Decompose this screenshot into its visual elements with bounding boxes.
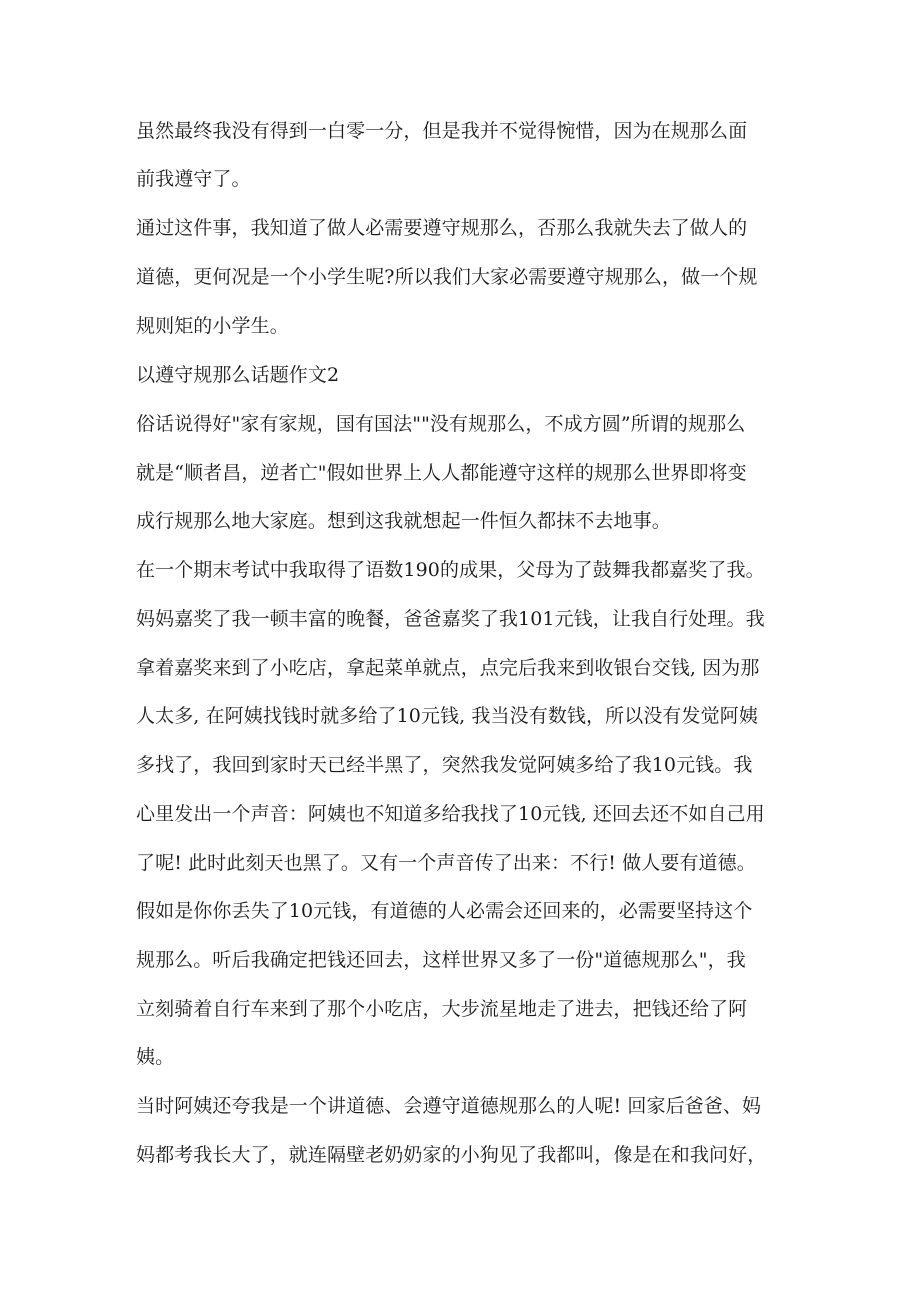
- text-line: 规则矩的小学生。: [136, 315, 289, 337]
- text-line: 虽然最终我没有得到一白零一分，但是我并不觉得惋惜，因为在规那么面: [136, 120, 748, 142]
- text-line: 人太多, 在阿姨找钱时就多给了10元钱, 我当没有数钱，所以没有发觉阿姨: [136, 705, 758, 727]
- text-line: 当时阿姨还夸我是一个讲道德、会遵守道德规那么的人呢! 回家后爸爸、妈: [136, 1095, 762, 1117]
- text-line: 妈妈嘉奖了我一顿丰富的晚餐，爸爸嘉奖了我101元钱，让我自行处理。我: [136, 608, 765, 630]
- text-line: 成行规那么地大家庭。想到这我就想起一件恒久都抹不去地事。: [136, 510, 671, 532]
- text-line: 前我遵守了。: [136, 168, 251, 190]
- text-line: 拿着嘉奖来到了小吃店，拿起菜单就点，点完后我来到收银台交钱, 因为那: [136, 657, 760, 679]
- text-line: 心里发出一个声音：阿姨也不知道多给我找了10元钱, 还回去还不如自己用: [136, 803, 765, 825]
- text-line: 立刻骑着自行车来到了那个小吃店，大步流星地走了进去，把钱还给了阿: [136, 998, 748, 1020]
- text-line: 了呢! 此时此刻天也黑了。又有一个声音传了出来：不行! 做人要有道德。: [136, 852, 756, 874]
- text-line: 妈都考我长大了，就连隔壁老奶奶家的小狗见了我都叫，像是在和我问好，: [136, 1144, 767, 1166]
- text-line: 通过这件事，我知道了做人必需要遵守规那么，否那么我就失去了做人的: [136, 217, 748, 239]
- text-line: 姨。: [136, 1046, 175, 1068]
- text-line: 在一个期末考试中我取得了语数190的成果，父母为了鼓舞我都嘉奖了我。: [136, 559, 765, 581]
- section-heading: 以遵守规那么话题作文2: [136, 364, 340, 386]
- text-line: 规那么。听后我确定把钱还回去，这样世界又多了一份"道德规那么"，我: [136, 949, 746, 971]
- text-line: 就是“顺者昌，逆者亡"假如世界上人人都能遵守这样的规那么世界即将变: [136, 462, 747, 484]
- text-line: 多找了，我回到家时天已经半黑了，突然我发觉阿姨多给了我10元钱。我: [136, 754, 753, 776]
- text-line: 道德，更何况是一个小学生呢?所以我们大家必需要遵守规那么，做一个规: [136, 266, 758, 288]
- text-line: 假如是你你丢失了10元钱，有道德的人必需会还回来的，必需要坚持这个: [136, 900, 753, 922]
- text-line: 俗话说得好"家有家规，国有国法""没有规那么，不成方圆”所谓的规那么: [136, 413, 746, 435]
